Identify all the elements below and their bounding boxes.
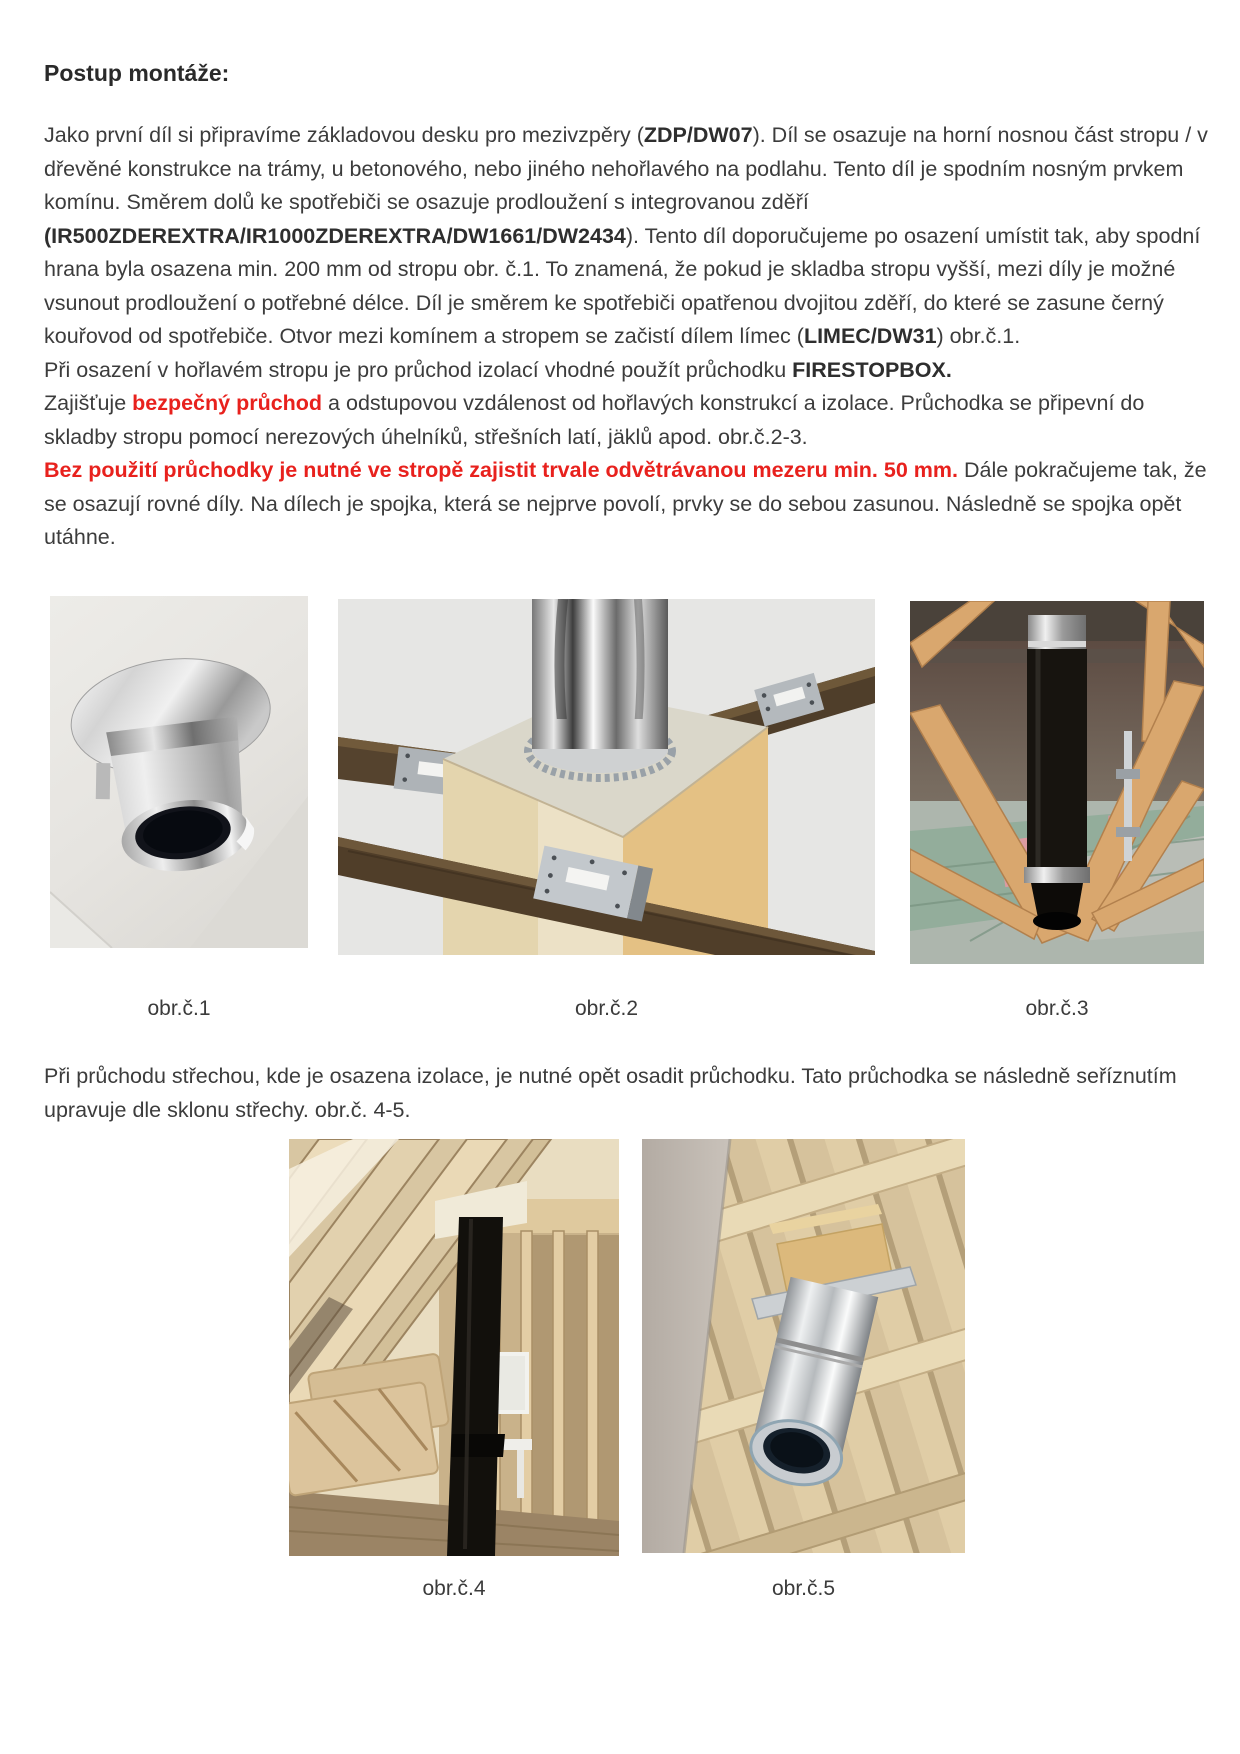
figure-1-photo	[50, 596, 308, 948]
firestop-box-illustration	[338, 599, 875, 955]
product-code-limec-dw31: LIMEC/DW31	[803, 324, 937, 348]
captions-row-1	[50, 996, 1210, 1022]
text-segment: a odstupovou vzdálenost od hořlavých konstrukcí a izolace. Průchodka se připevní do skladby stropu pomocí nerezových úhelníků, střešních latí, jäklů apod. obr.č.2-3.	[44, 391, 1145, 449]
ceiling-collar-illustration	[50, 596, 308, 948]
page-title: Postup montáže:	[44, 60, 230, 86]
text-segment: ) obr.č.1.	[936, 324, 1021, 348]
text-segment: Zajišťuje	[44, 391, 133, 415]
text-segment: Jako první díl si připravíme základovou desku pro mezivzpěry (	[44, 123, 644, 147]
figures-row-2	[289, 1139, 1210, 1556]
roof-penetration-illustration	[642, 1139, 965, 1553]
figure-2-caption: obr.č.2	[574, 997, 639, 1020]
text-segment: Při průchodu střechou, kde je osazena izolace, je nutné opět osadit průchodku. Tato průchodka se následně seříznutím upravuje dle sklonu střechy. obr.č. 4-5.	[44, 1064, 1177, 1122]
paragraph-assembly-procedure	[44, 119, 1210, 588]
warning-safe-passage: bezpečný průchod	[132, 391, 323, 415]
paragraph-roof-passage	[44, 1060, 1210, 1127]
captions-row-2	[289, 1576, 1210, 1602]
product-code-extensions: (IR500ZDEREXTRA/IR1000ZDEREXTRA/DW1661/DW2434	[44, 223, 626, 248]
figure-3-photo	[910, 601, 1204, 964]
figure-1-caption: obr.č.1	[147, 997, 211, 1020]
attic-pipe-illustration	[289, 1139, 619, 1556]
product-code-firestopbox: FIRESTOPBOX.	[792, 357, 952, 382]
figure-5-photo	[642, 1139, 965, 1553]
figure-4-photo	[289, 1139, 619, 1556]
figures-row-1	[50, 596, 1210, 964]
warning-ventilation-gap: Bez použití průchodky je nutné ve stropě zajistit trvale odvětrávanou mezeru min. 50 mm.	[44, 458, 958, 482]
product-code-zdp-dw07: ZDP/DW07	[643, 123, 753, 147]
figure-5-caption: obr.č.5	[771, 1577, 836, 1600]
figure-3-caption: obr.č.3	[1025, 997, 1089, 1020]
text-segment: Při osazení v hořlavém stropu je pro průchod izolací vhodné použít průchodku	[44, 357, 793, 382]
text-segment: ). Díl se osazuje na horní nosnou část stropu / v dřevěné konstrukce na trámy, u betonového, nebo jiného nehořlavého na podlahu. Tento díl je spodním nosným prvkem komínu. Směrem dolů ke spotřebiči se osazuje prodloužení s integrovanou zděří	[44, 123, 1208, 214]
figure-4-caption: obr.č.4	[422, 1577, 486, 1600]
figure-2-photo	[338, 599, 875, 955]
roof-truss-pipe-illustration	[910, 601, 1204, 964]
text-segment: Dále pokračujeme tak, že se osazují rovné díly. Na dílech je spojka, která se nejprve povolí, prvky se do sebou zasunou. Následně se spojka opět utáhne.	[44, 458, 1207, 549]
text-segment: ). Tento díl doporučujeme po osazení umístit tak, aby spodní hrana byla osazena min. 200 mm od stropu obr. č.1. To znamená, že pokud je skladba stropu vyšší, mezi díly je možné vsunout prodloužení o potřebné délce. Díl je směrem ke spotřebiči opatřenou dvojitou zděří, do které se zasune černý kouřovod od spotřebiče. Otvor mezi komínem a stropem se začistí dílem límec (	[44, 223, 1201, 348]
